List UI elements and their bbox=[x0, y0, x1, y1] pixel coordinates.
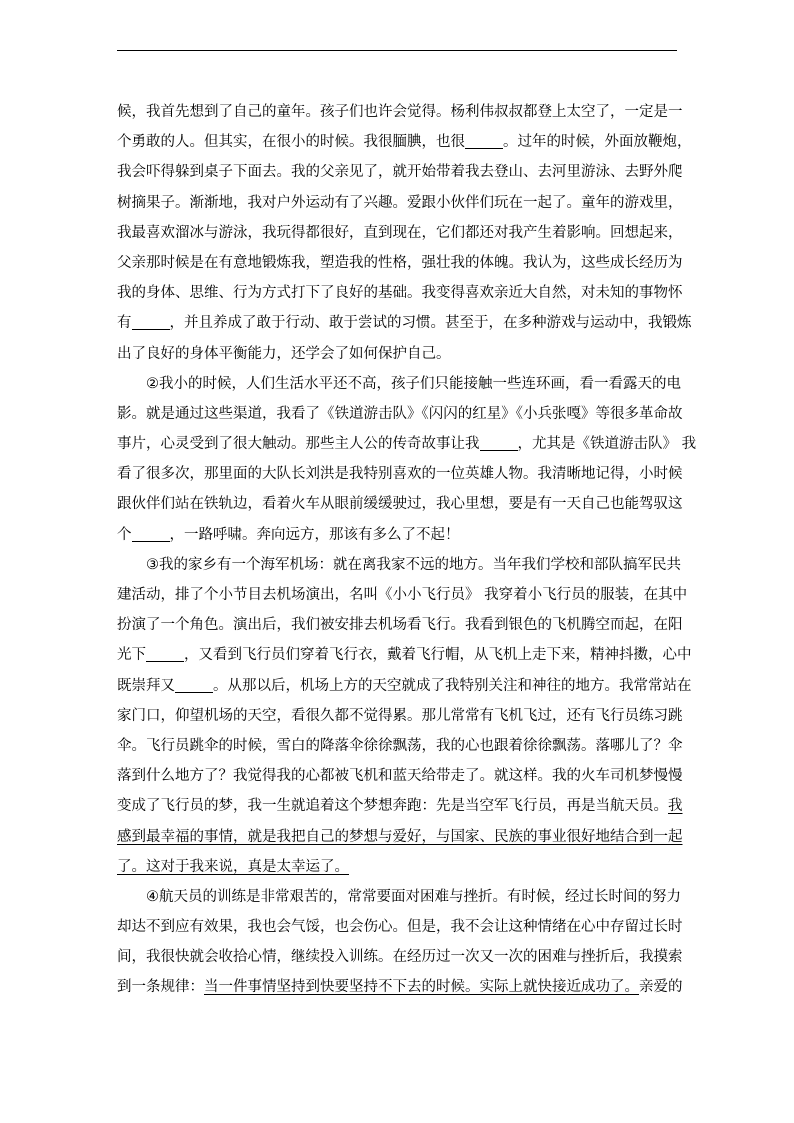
text-line bbox=[117, 610, 683, 640]
text-run: 却达不到应有效果，我也会气馁，也会伤心。但是，我不会让这种情绪在心中存留过长时 bbox=[117, 919, 683, 936]
text-line bbox=[117, 157, 683, 187]
fill-in-blank[interactable] bbox=[132, 526, 170, 542]
text-run: 落到什么地方了？我觉得我的心都被飞机和蓝天给带走了。就这样。我的火车司机梦慢慢 bbox=[117, 768, 683, 785]
underlined-text: 我 bbox=[668, 798, 683, 815]
text-run: 我最喜欢溜冰与游泳，我玩得都很好，直到现在，它们都还对我产生着影响。回想起来， bbox=[117, 224, 683, 241]
text-run: ④航天员的训练是非常艰苦的，常常要面对困难与挫折。有时候，经过长时间的努力 bbox=[146, 888, 681, 905]
text-run: 跟伙伴们站在铁轨边，看着火车从眼前缓缓驶过，我心里想，要是有一天自己也能驾驭这 bbox=[117, 496, 683, 513]
text-line bbox=[117, 701, 683, 731]
text-run: 事片，心灵受到了很大触动。那些主人公的传奇故事让我 bbox=[117, 436, 480, 453]
text-run: 家门口，仰望机场的天空，看很久都不觉得累。那儿常常有飞机飞过，还有飞行员练习跳 bbox=[117, 707, 683, 724]
text-run: 间，我很快就会收拾心情，继续投入训练。在经历过一次又一次的困难与挫折后，我摸索 bbox=[117, 949, 683, 966]
text-line bbox=[117, 218, 683, 248]
text-run: 候，我首先想到了自己的童年。孩子们也许会觉得。杨利伟叔叔都登上太空了，一定是一 bbox=[117, 104, 683, 120]
text-line bbox=[117, 761, 683, 791]
text-line bbox=[117, 520, 677, 550]
text-run: ，尤其是《铁道游击队》 我 bbox=[517, 436, 697, 453]
text-line bbox=[117, 489, 683, 519]
text-run: 亲爱的 bbox=[639, 979, 683, 996]
text-run: 有 bbox=[117, 315, 132, 332]
fill-in-blank[interactable] bbox=[480, 436, 518, 452]
text-line bbox=[117, 731, 683, 761]
underlined-text: 了。这对于我来说，真是太幸运了。 bbox=[117, 858, 349, 875]
text-run: ，一路呼啸。奔向远方，那该有多么了不起！ bbox=[169, 526, 460, 543]
text-line bbox=[117, 791, 683, 821]
text-run: 光下 bbox=[117, 647, 146, 664]
text-line bbox=[117, 127, 692, 157]
text-run: 看了很多次，那里面的大队长刘洪是我特别喜欢的一位英雄人物。我清晰地记得，小时候 bbox=[117, 466, 683, 483]
text-run: 建活动，排了个小节目去机场演出，名叫《小小飞行员》 我穿着小飞行员的服装，在其中 bbox=[117, 587, 688, 603]
text-run: 出了良好的身体平衡能力，还学会了如何保护自己。 bbox=[117, 345, 451, 362]
underlined-text: 感到最幸福的事情，就是我把自己的梦想与爱好，与国家、民族的事业很好地结合到一起 bbox=[117, 828, 683, 845]
text-line bbox=[117, 671, 692, 701]
text-run: ②我小的时候，人们生活水平还不高，孩子们只能接触一些连环画，看一看露天的电 bbox=[146, 375, 681, 392]
text-run: 我的身体、思维、行为方式打下了良好的基础。我变得喜欢亲近大自然，对未知的事物怀 bbox=[117, 285, 683, 302]
text-line bbox=[117, 399, 683, 429]
text-line bbox=[117, 640, 692, 670]
paragraph-3-start bbox=[117, 550, 681, 580]
text-run: 。从那以后，机场上方的天空就成了我特别关注和神往的地方。我常常站在 bbox=[213, 677, 692, 694]
fill-in-blank[interactable] bbox=[465, 134, 503, 150]
text-run: 既崇拜又 bbox=[117, 677, 175, 694]
text-run: 影。就是通过这些渠道，我看了《铁道游击队》《闪闪的红星》《小兵张嘎》等很多革命故 bbox=[117, 405, 683, 422]
text-line bbox=[117, 459, 683, 489]
text-line bbox=[117, 278, 683, 308]
text-line bbox=[117, 188, 683, 218]
text-run: 个 bbox=[117, 526, 132, 543]
text-line bbox=[117, 852, 677, 882]
text-line bbox=[117, 942, 683, 972]
text-line bbox=[117, 972, 683, 1002]
text-line bbox=[117, 308, 692, 338]
header-rule bbox=[117, 50, 677, 51]
text-line bbox=[117, 97, 683, 127]
text-line bbox=[117, 822, 683, 852]
fill-in-blank[interactable] bbox=[146, 647, 184, 663]
text-line bbox=[117, 339, 677, 369]
document-body bbox=[117, 97, 697, 1003]
text-run: ，并且养成了敢于行动、敢于尝试的习惯。甚至于，在多种游戏与运动中，我锻炼 bbox=[169, 315, 692, 332]
text-run: 树摘果子。渐渐地，我对户外运动有了兴趣。爱跟小伙伴们玩在一起了。童年的游戏里， bbox=[117, 194, 683, 211]
text-run: 伞。飞行员跳伞的时候，雪白的降落伞徐徐飘荡，我的心也跟着徐徐飘荡。落哪儿了？伞 bbox=[117, 737, 683, 754]
text-run: 个勇敢的人。但其实，在很小的时候。我很腼腆，也很 bbox=[117, 134, 465, 151]
text-run: 到一条规律： bbox=[117, 979, 204, 996]
text-run: ③我的家乡有一个海军机场：就在离我家不远的地方。当年我们学校和部队搞军民共 bbox=[146, 556, 681, 573]
paragraph-4-start bbox=[117, 882, 681, 912]
text-run: 我会吓得躲到桌子下面去。我的父亲见了，就开始带着我去登山、去河里游泳、去野外爬 bbox=[117, 164, 683, 181]
text-run: 扮演了一个角色。演出后，我们被安排去机场看飞行。我看到银色的飞机腾空而起，在阳 bbox=[117, 617, 683, 634]
text-run: 。过年的时候，外面放鞭炮， bbox=[503, 134, 692, 151]
text-line bbox=[117, 429, 697, 459]
text-line bbox=[117, 912, 683, 942]
underlined-text: 当一件事情坚持到快要坚持不下去的时候。实际上就快接近成功了。 bbox=[204, 979, 639, 996]
text-line bbox=[117, 248, 683, 278]
fill-in-blank[interactable] bbox=[175, 677, 213, 693]
text-run: ，又看到飞行员们穿着飞行衣，戴着飞行帽，从飞机上走下来，精神抖擞，心中 bbox=[184, 647, 692, 664]
paragraph-2-start bbox=[117, 369, 681, 399]
text-run: 父亲那时候是在有意地锻炼我，塑造我的性格，强壮我的体魄。我认为，这些成长经历为 bbox=[117, 254, 683, 271]
fill-in-blank[interactable] bbox=[132, 315, 170, 331]
text-line bbox=[117, 580, 688, 610]
text-run: 变成了飞行员的梦，我一生就追着这个梦想奔跑：先是当空军飞行员，再是当航天员。 bbox=[117, 798, 668, 815]
